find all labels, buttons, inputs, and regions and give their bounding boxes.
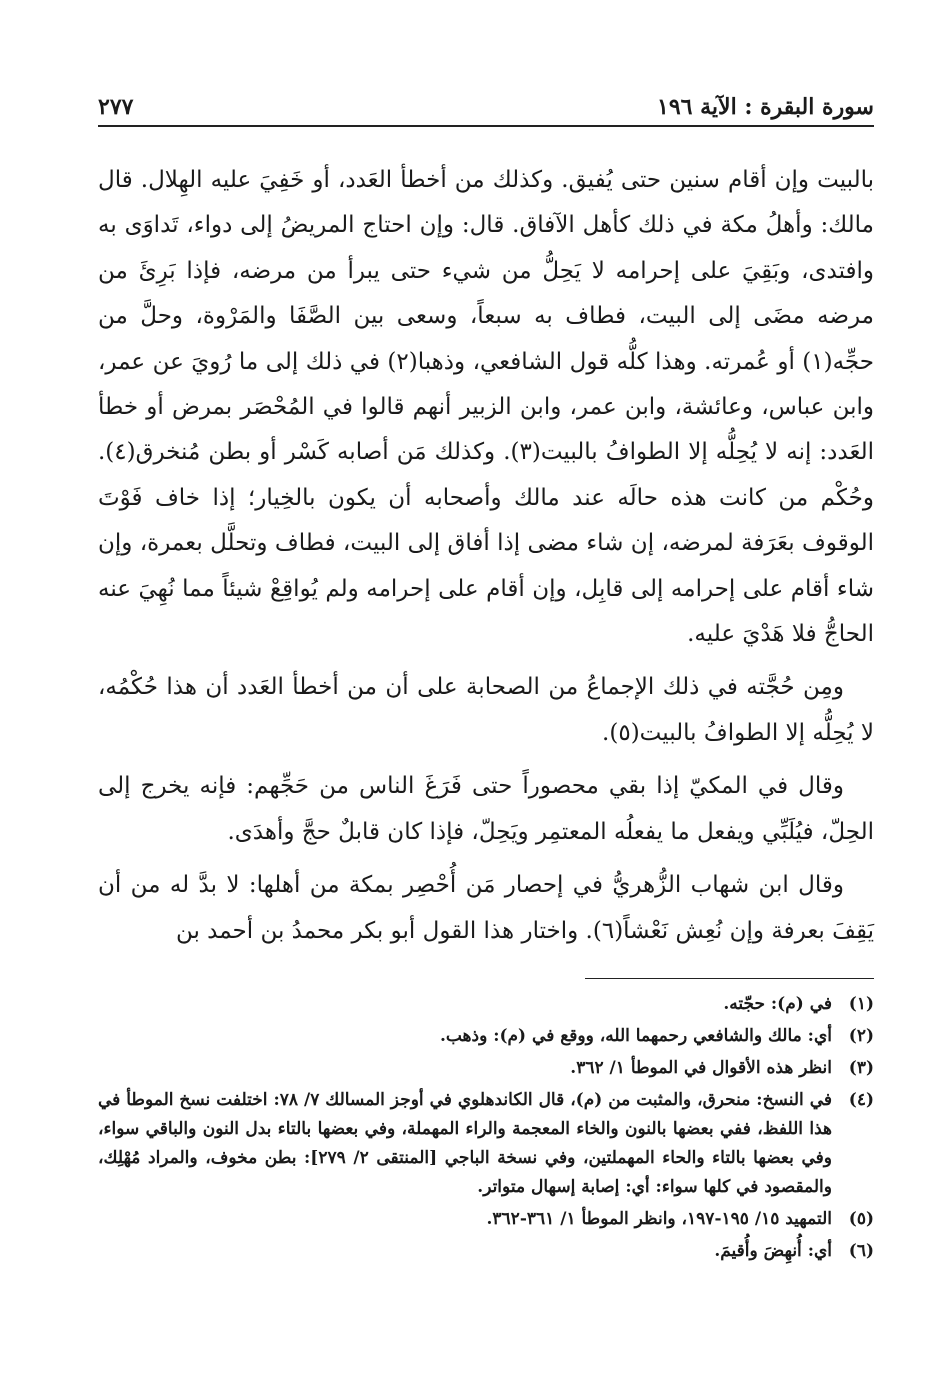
footnote: [98, 1086, 874, 1202]
paragraph: وقال ابن شهاب الزُّهريُّ في إحصار مَن أُحْصِر بمكة من أهلها: لا بدَّ له من أن يَقِفَ بعرفة وإن نُعِش نَعْشاً(٦). واختار هذا القول أبو بكر محمدُ بن أحمد بن: [98, 872, 874, 944]
footnote-number: (٤): [848, 1090, 874, 1110]
footnote: [98, 1237, 874, 1266]
footnote-number: (٦): [848, 1241, 874, 1261]
footnote-rule: [585, 978, 874, 979]
footnote-number: (٥): [848, 1209, 874, 1229]
footnotes: [98, 990, 874, 1269]
footnote-text: أي: أُنهِضَ وأُقيمَ.: [714, 1241, 832, 1261]
footnote-text: انظر هذه الأقوال في الموطأ ١/ ٣٦٢.: [570, 1058, 832, 1078]
page-header: [98, 86, 874, 120]
footnote-number: (١): [848, 994, 874, 1014]
footnote: [98, 1022, 874, 1051]
footnote: [98, 1205, 874, 1234]
footnote-number: (٢): [848, 1026, 874, 1046]
paragraph: ومِن حُجَّته في ذلك الإجماعُ من الصحابة على أن من أخطأ العَدد أن هذا حُكْمُه، لا يُحِلُّه إلا الطوافُ بالبيت(٥).: [98, 674, 874, 746]
footnote-text: أي: مالك والشافعي رحمهما الله، ووقع في (م): وذهب.: [439, 1026, 832, 1046]
paragraph: بالبيت وإن أقام سنين حتى يُفيق. وكذلك من أخطأ العَدد، أو خَفِيَ عليه الهِلال. قال مالك: وأهلُ مكة في ذلك كأهل الآفاق. قال: وإن احتاج المريضُ إلى دواء، تَداوَى به وافتدى، وبَقِيَ على إحرامه لا يَحِلُّ من شيء حتى يبرأ من مرضه، فإذا بَرِئَ من مرضه مضَى إلى البيت، فطاف به سبعاً، وسعى بين الصَّفَا والمَرْوة، وحلَّ من حجِّه(١) أو عُمرته. وهذا كلُّه قول الشافعي، وذهبا(٢) في ذلك إلى ما رُويَ عن عمر، وابن عباس، وعائشة، وابن عمر، وابن الزبير أنهم قالوا في المُحْصَر بمرض أو خطأ العَدد: إنه لا يُحِلُّه إلا الطوافُ بالبيت(٣). وكذلك مَن أصابه كَسْر أو بطن مُنخرق(٤). وحُكْم من كانت هذه حالَه عند مالك وأصحابه أن يكون بالخِيار؛ إذا خاف فَوْتَ الوقوف بعَرَفة لمرضه، إن شاء مضى إذا أفاق إلى البيت، فطاف وتحلَّل بعمرة، وإن شاء أقام على إحرامه إلى قابِل، وإن أقام على إحرامه ولم يُواقِعْ شيئاً مما نُهِيَ عنه الحاجُّ فلا هَدْيَ عليه.: [98, 167, 874, 648]
running-head: سورة البقرة : الآية ١٩٦: [657, 94, 874, 120]
footnote-number: (٣): [848, 1058, 874, 1078]
footnote-text: في النسخ: منحرق، والمثبت من (م)، قال الكاندهلوي في أوجز المسالك ٧/ ٧٨: اختلفت نسخ الموطأ في هذا اللفظ، ففي بعضها بالنون والخاء المعجمة والراء المهملة، وفي بعضها بالتاء بدل النون والباقي سواء، وفي بعضها بالتاء والحاء المهملتين، وفي نسخة الباجي [المنتقى ٢/ ٢٧٩]: بطن مخوف، والمراد مُهْلِك، والمقصود في كلها سواء: أي: إصابة إسهال متواتر.: [98, 1090, 832, 1197]
footnote: [98, 990, 874, 1019]
footnote-text: التمهيد ١٥/ ١٩٥-١٩٧، وانظر الموطأ ١/ ٣٦١-٣٦٢.: [486, 1209, 832, 1229]
paragraph: وقال في المكيّ إذا بقي محصوراً حتى فَرَغَ الناس من حَجِّهم: فإنه يخرج إلى الحِلّ، فيُلَبِّي ويفعل ما يفعلُه المعتمِر ويَحِلّ، فإذا كان قابلٌ حجَّ وأهدَى.: [98, 773, 874, 845]
footnote: [98, 1054, 874, 1083]
header-rule: [98, 125, 874, 127]
page-number: ٢٧٧: [98, 94, 134, 120]
main-text: [98, 158, 874, 954]
footnote-text: في (م): حجّته.: [723, 994, 832, 1014]
